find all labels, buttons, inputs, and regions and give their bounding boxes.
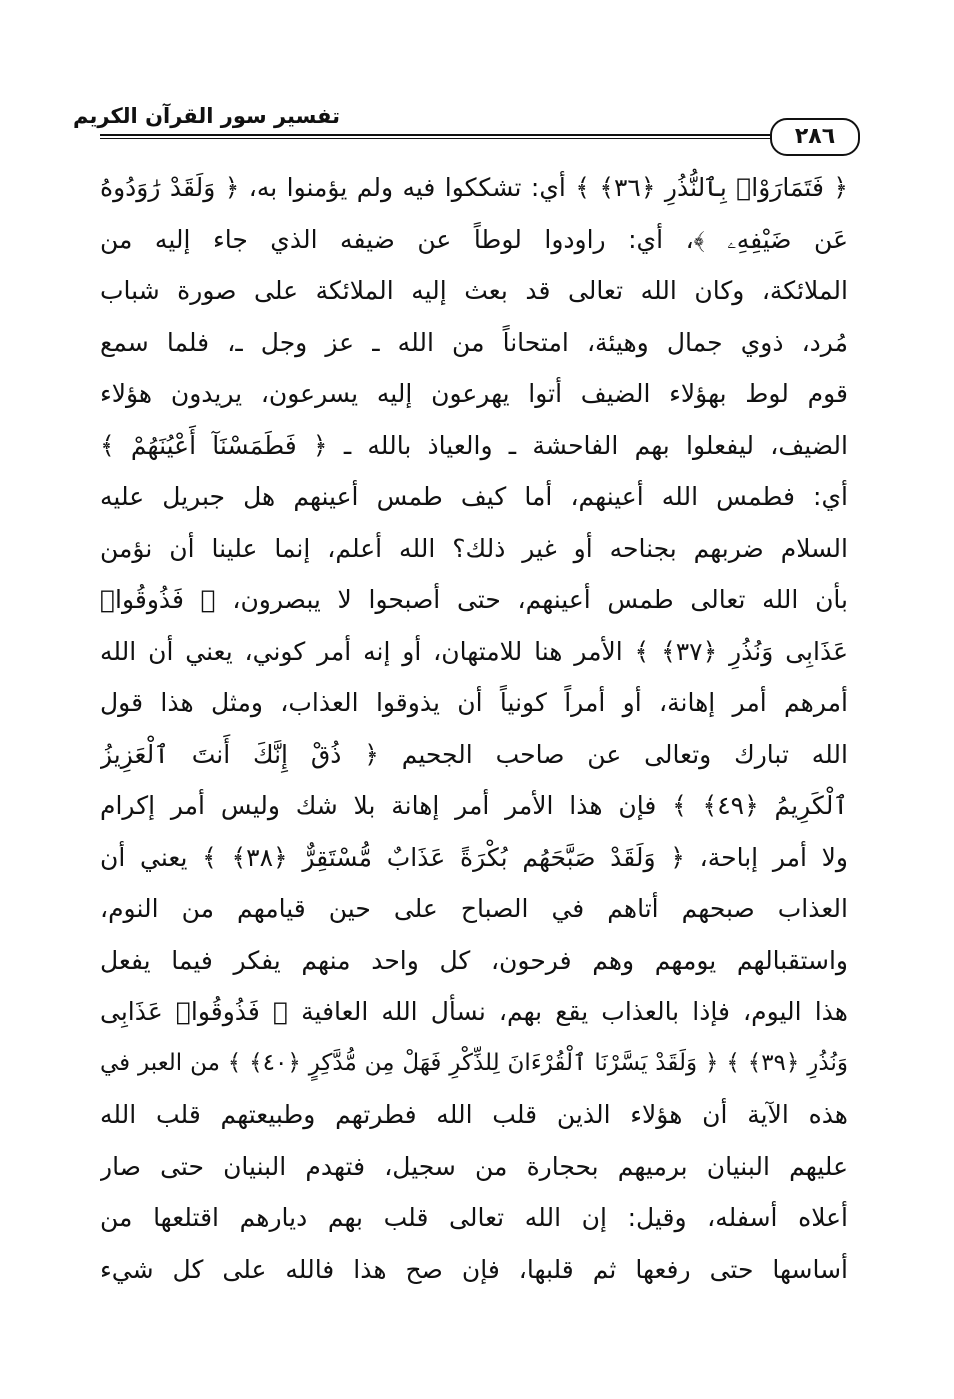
- text-line: أمرهم أمر إهانة، أو أمراً كونياً أن يذوقوا العذاب، ومثل هذا قول: [100, 688, 848, 717]
- text-line: الله تبارك وتعالى عن صاحب الجحيم ﴿ ذُقْ إِنَّكَ أَنتَ ٱلْعَزِيزُ: [100, 739, 848, 769]
- page-header: [73, 96, 860, 156]
- text-line: الضيف، ليفعلوا بهم الفاحشة ـ والعياذ بالله ـ ﴿ فَطَمَسْنَآ أَعْيُنَهُمْ ﴾: [100, 430, 848, 460]
- text-line: ٱلْكَرِيمُ ﴿٤٩﴾ ﴾ فإن هذا الأمر أمر إهانة بلا شك وليس أمر إكرام: [100, 791, 848, 820]
- text-line: عَن ضَيْفِهِۦ ﴾، أي: راودوا لوطاً عن ضيفه الذي جاء إليه من: [100, 224, 848, 254]
- text-line: عليهم البنيان برميهم بحجارة من سجيل، فتهدم البنيان حتى صار: [100, 1151, 848, 1181]
- text-line: ﴿ فَتَمَارَوْا۟ بِٱلنُّذُرِ ﴿٣٦﴾ ﴾ أي: تشككوا فيه ولم يؤمنوا به، ﴿ وَلَقَدْ رَٰوَدُوهُ: [100, 173, 848, 202]
- text-line: وَنُذُرِ ﴿٣٩﴾ ﴾ ﴿ وَلَقَدْ يَسَّرْنَا ٱلْقُرْءَانَ لِلذِّكْرِ فَهَلْ مِن مُّدَّكِرٍ ﴿٤٠﴾ ﴾ من العبر في: [100, 1049, 848, 1076]
- text-line: مُرد، ذوي جمال وهيئة، امتحاناً من الله ـ عز وجل ـ، فلما سمع: [100, 327, 848, 357]
- header-rule-thin: [100, 138, 770, 139]
- text-line: قوم لوط بهؤلاء الضيف أتوا يهرعون إليه يسرعون، يريدون هؤلاء: [100, 379, 848, 408]
- text-line: هذا اليوم، فإذا بالعذاب يقع بهم، نسأل الله العافية ﴿ فَذُوقُوا۟ عَذَابِى: [100, 997, 848, 1026]
- text-line: هذه الآية أن هؤلاء الذين قلب الله فطرتهم وطبيعتهم قلب الله: [100, 1100, 848, 1129]
- text-line: العذاب صبحهم أتاهم في الصباح على حين قيامهم من النوم،: [100, 894, 848, 923]
- text-line: أعلاه أسفله، وقيل: إن الله تعالى قلب بهم ديارهم اقتلعها من: [100, 1203, 848, 1232]
- text-line: أساسها حتى رفعها ثم قلبها، فإن صح هذا فالله على كل شيء: [100, 1254, 848, 1284]
- text-line: واستقبالهم يومهم وهم فرحون، كل واحد منهم يفكر فيما يفعل: [100, 945, 848, 975]
- header-rule: [100, 134, 770, 136]
- text-line: ولا أمر إباحة، ﴿ وَلَقَدْ صَبَّحَهُم بُكْرَةً عَذَابٌ مُّسْتَقِرٌّ ﴿٣٨﴾ ﴾ يعني أن: [100, 842, 848, 872]
- text-line: السلام ضربهم بجناحه أو غير ذلك؟ الله أعلم، إنما علينا أن نؤمن: [100, 533, 848, 563]
- tafsir-body-text: [100, 162, 848, 1342]
- text-line: عَذَابِى وَنُذُرِ ﴿٣٧﴾ ﴾ الأمر هنا للامتهان، أو إنه أمر كوني، يعني أن الله: [100, 636, 848, 666]
- page-number-badge: ٢٨٦: [770, 118, 860, 156]
- running-title: تفسير سور القرآن الكريم: [73, 104, 340, 128]
- text-line: بأن الله تعالى طمس أعينهم، حتى أصبحوا لا يبصرون، ﴿ فَذُوقُوا۟: [100, 585, 848, 614]
- text-line: الملائكة، وكان الله تعالى قد بعث إليه الملائكة على صورة شباب: [100, 276, 848, 305]
- text-line: أي: فطمس الله أعينهم، أما كيف طمس أعينهم هل جبريل عليه: [100, 482, 848, 511]
